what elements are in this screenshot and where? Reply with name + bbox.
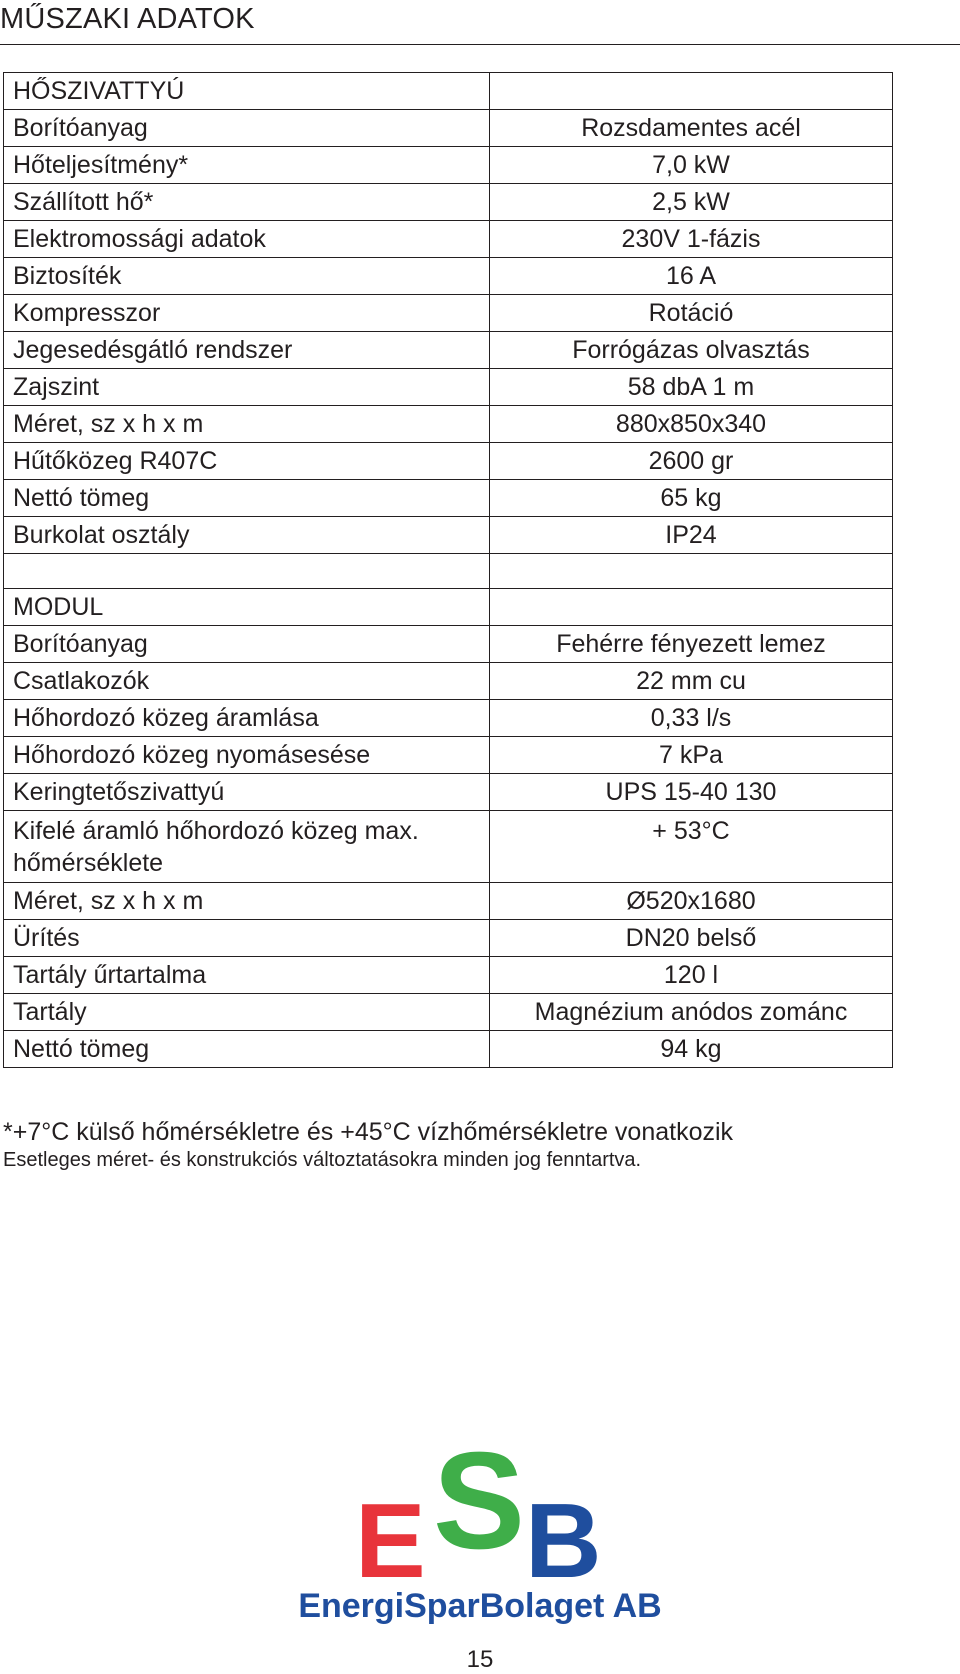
spec-label: Elektromossági adatok	[4, 221, 490, 258]
company-name: EnergiSparBolaget AB	[298, 1587, 662, 1625]
spec-label: Kifelé áramló hőhordozó közeg max. hőmérséklete	[4, 811, 490, 883]
spec-label: Méret, sz x h x m	[4, 883, 490, 920]
spec-label: Jegesedésgátló rendszer	[4, 332, 490, 369]
spec-label: Szállított hő*	[4, 184, 490, 221]
spec-value: 120 l	[490, 957, 893, 994]
spec-value: UPS 15-40 130	[490, 774, 893, 811]
module-heading-empty	[490, 589, 893, 626]
spec-label: Keringtetőszivattyú	[4, 774, 490, 811]
spec-value: Rotáció	[490, 295, 893, 332]
spec-value: 230V 1-fázis	[490, 221, 893, 258]
spec-value: Magnézium anódos zománc	[490, 994, 893, 1031]
table-row	[4, 737, 893, 774]
table-row	[4, 332, 893, 369]
spec-label: Borítóanyag	[4, 626, 490, 663]
disclaimer: Esetleges méret- és konstrukciós változtatásokra minden jog fenntartva.	[3, 1149, 642, 1171]
table-row	[4, 184, 893, 221]
spec-label: Csatlakozók	[4, 663, 490, 700]
spec-value: 7,0 kW	[490, 147, 893, 184]
table-row	[4, 110, 893, 147]
spec-value: Fehérre fényezett lemez	[490, 626, 893, 663]
spec-value: 7 kPa	[490, 737, 893, 774]
table-row	[4, 957, 893, 994]
table-row	[4, 221, 893, 258]
spec-label: Hőhordozó közeg nyomásesése	[4, 737, 490, 774]
table-row	[4, 883, 893, 920]
spec-label: Méret, sz x h x m	[4, 406, 490, 443]
spec-value: Rozsdamentes acél	[490, 110, 893, 147]
spec-label: Tartály űrtartalma	[4, 957, 490, 994]
title-divider	[0, 44, 960, 45]
table-row	[4, 1031, 893, 1068]
heat-pump-heading-row	[4, 73, 893, 110]
table-row	[4, 517, 893, 554]
table-row	[4, 406, 893, 443]
spec-label: Nettó tömeg	[4, 1031, 490, 1068]
spec-value: IP24	[490, 517, 893, 554]
spec-value: 16 A	[490, 258, 893, 295]
spacer-cell	[490, 554, 893, 589]
spec-label: Zajszint	[4, 369, 490, 406]
table-row	[4, 258, 893, 295]
spec-value: Forrógázas olvasztás	[490, 332, 893, 369]
table-row	[4, 626, 893, 663]
logo-letter-e: E	[355, 1482, 426, 1600]
table-row	[4, 443, 893, 480]
spec-label: Biztosíték	[4, 258, 490, 295]
spec-label: Borítóanyag	[4, 110, 490, 147]
spec-value: Ø520x1680	[490, 883, 893, 920]
page-number: 15	[466, 1646, 494, 1673]
spec-label: Hőhordozó közeg áramlása	[4, 700, 490, 737]
table-row	[4, 774, 893, 811]
spec-value: 94 kg	[490, 1031, 893, 1068]
spec-value: 58 dbA 1 m	[490, 369, 893, 406]
spec-value: 880x850x340	[490, 406, 893, 443]
module-heading: MODUL	[4, 589, 490, 626]
spec-label: Kompresszor	[4, 295, 490, 332]
table-row	[4, 920, 893, 957]
esb-logo-mark	[355, 1424, 615, 1600]
table-row	[4, 147, 893, 184]
spec-value: DN20 belső	[490, 920, 893, 957]
spec-value: 2600 gr	[490, 443, 893, 480]
table-row	[4, 369, 893, 406]
footnote: *+7°C külső hőmérsékletre és +45°C vízhőmérsékletre vonatkozik	[3, 1118, 734, 1146]
spacer-row	[4, 554, 893, 589]
heat-pump-heading: HŐSZIVATTYÚ	[4, 73, 490, 110]
table-row	[4, 295, 893, 332]
spacer-cell	[4, 554, 490, 589]
table-row	[4, 811, 893, 883]
spec-label: Nettó tömeg	[4, 480, 490, 517]
module-heading-row	[4, 589, 893, 626]
table-row	[4, 994, 893, 1031]
table-row	[4, 700, 893, 737]
logo-letter-s: S	[433, 1424, 526, 1578]
specs-table	[3, 72, 893, 1068]
table-row	[4, 663, 893, 700]
spec-value: 65 kg	[490, 480, 893, 517]
heat-pump-heading-empty	[490, 73, 893, 110]
spec-label: Tartály	[4, 994, 490, 1031]
spec-label: Hőteljesítmény*	[4, 147, 490, 184]
spec-label: Burkolat osztály	[4, 517, 490, 554]
company-logo	[280, 1424, 680, 1635]
spec-label: Ürítés	[4, 920, 490, 957]
spec-value: 22 mm cu	[490, 663, 893, 700]
spec-value: + 53°C	[490, 811, 893, 883]
spec-label: Hűtőközeg R407C	[4, 443, 490, 480]
page-title: MŰSZAKI ADATOK	[0, 3, 255, 35]
logo-letter-b: B	[525, 1482, 602, 1600]
table-row	[4, 480, 893, 517]
spec-value: 2,5 kW	[490, 184, 893, 221]
spec-value: 0,33 l/s	[490, 700, 893, 737]
